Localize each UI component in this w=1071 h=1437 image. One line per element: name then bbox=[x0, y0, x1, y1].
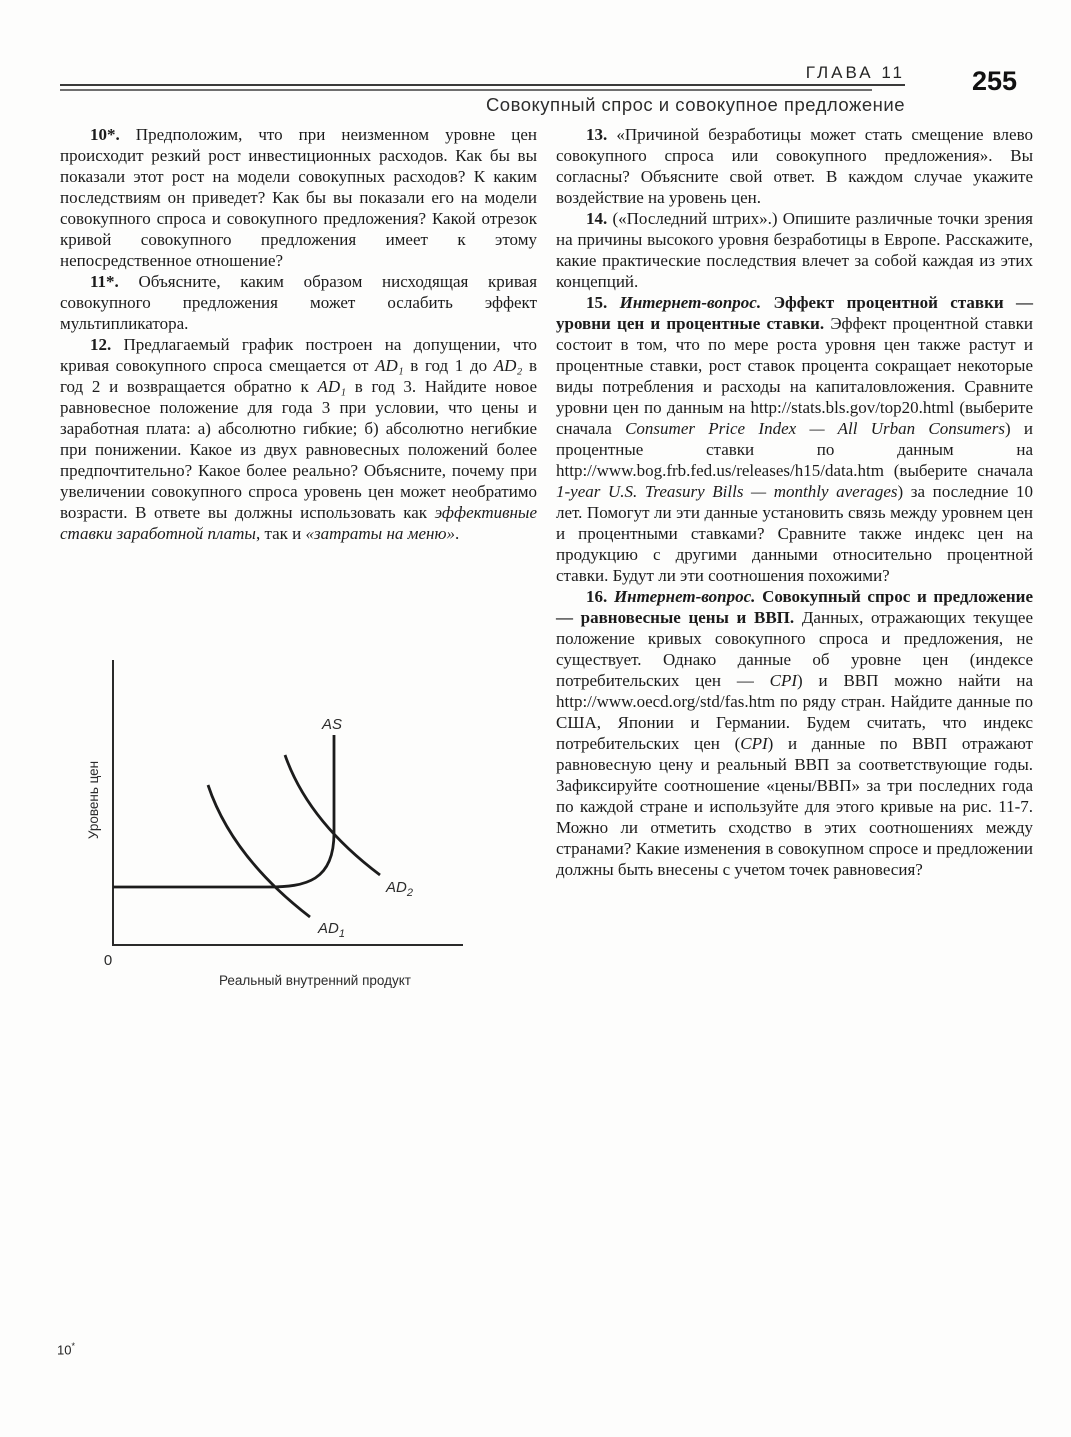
question-12 bbox=[60, 334, 537, 544]
header-rule-echo bbox=[60, 89, 872, 91]
as-curve bbox=[113, 735, 334, 887]
text-run: ) и процентные ставки по данным на http://www.bog.frb.fed.us/releases/h15/data.htm (выберите сначала bbox=[556, 419, 1034, 480]
text-run: AD₂ bbox=[493, 356, 523, 375]
as-curve-label: AS bbox=[321, 716, 343, 733]
text-run: ) за последние 10 лет. Помогут ли эти данные установить связь между уровнем цен и процентными ставками? Сравните также индекс цен на продукцию с другими данными относительно процентной ставки. Будут ли эти соотношения похожими? bbox=[556, 482, 1034, 585]
text-run: 11*. bbox=[90, 272, 139, 291]
text-run: Эффект процентной ставки состоит в том, что по мере роста уровня цен также растут и процентные ставки, рост ставок процента сокращает некоторые виды потребления и расходы на капиталовложения. Сравните уровни цен по данным на http://stats.bls.gov/top20.html (выберите сначала bbox=[556, 314, 1033, 438]
text-run: 12. bbox=[90, 335, 124, 354]
text-run: Данных, отражающих текущее положение кривых совокупного спроса и предложения, не существует. Однако данные об уровне цен (индексе потребительских цен — bbox=[556, 608, 1033, 690]
text-run: Интернет-вопрос. bbox=[619, 293, 762, 312]
text-run: «Причиной безработицы может стать смещение влево совокупного спроса или совокупного предложения». Вы согласны? Объясните свой ответ. В каждом случае укажите воздействие на уровень цен. bbox=[556, 125, 1033, 207]
question-15 bbox=[556, 292, 1033, 586]
text-run: ) и данные по ВВП отражают равновесную цену и реальный ВВП за соответствующие годы. Зафиксируйте соотношение «цены/ВВП» за три последних года по каждой стране и используйте для этого кривые на рис. 11-7. Можно ли отметить сходство в этих соотношениях между странами? Какие изменения в совокупном спросе и предложении должны быть внесены с учетом точек равновесия? bbox=[556, 734, 1033, 879]
question-13 bbox=[556, 124, 1033, 208]
text-run: эффективные ставки заработной платы bbox=[60, 503, 537, 543]
section-title: Совокупный спрос и совокупное предложение bbox=[485, 94, 905, 115]
ad2-curve-label: $AD_2$ bbox=[386, 879, 413, 899]
text-run: «затраты на меню» bbox=[305, 524, 455, 543]
text-run: CPI bbox=[740, 734, 768, 753]
text-run: 1-year U.S. Treasury Bills — monthly averages bbox=[556, 482, 898, 501]
text-run: AD₁ bbox=[317, 377, 347, 396]
text-run: 14. bbox=[586, 209, 613, 228]
question-11 bbox=[60, 271, 537, 334]
text-run: Предлагаемый график построен на допущении, что кривая совокупного спроса смещается от bbox=[60, 335, 538, 375]
as-ad-diagram bbox=[60, 655, 537, 1000]
printer-signature-number: 10 bbox=[57, 1342, 72, 1358]
text-run: Предположим, что при неизменном уровне цен происходит резкий рост инвестиционных расходов. Как бы вы показали этот рост на модели совокупных расходов? К каким последствиям он приведет? Как бы вы показали его на модели совокупного спроса и совокупного предложения? Какой отрезок кривой совокупного предложения имеет к этому непосредственное отношение? bbox=[60, 125, 538, 270]
text-run: . bbox=[454, 524, 460, 543]
page-number: 255 bbox=[972, 66, 1018, 96]
printer-signature-mark: * bbox=[71, 1341, 75, 1351]
text-run: Интернет-вопрос. bbox=[613, 587, 756, 606]
as-ad-diagram-svg bbox=[60, 655, 537, 1000]
question-10 bbox=[60, 124, 537, 271]
right-column bbox=[556, 124, 1033, 880]
text-run: 15. bbox=[586, 293, 620, 312]
text-run: ) и ВВП можно найти на http://www.oecd.org/std/fas.htm по ряду стран. Найдите данные по США, Японии и Германии. Будем считать, что индекс потребительских цен ( bbox=[556, 671, 1033, 753]
chapter-label: ГЛАВА 11 bbox=[805, 63, 905, 82]
text-run: , так и bbox=[255, 524, 306, 543]
text-run: 13. bbox=[586, 125, 617, 144]
printer-signature bbox=[57, 1341, 75, 1357]
text-run: в год 3. Найдите новое равновесное положение для года 3 при условии, что цены и заработная плата: а) абсолютно гибкие; б) абсолютно негибкие при понижении. Какое из двух равновесных положений более предпочтительно? Какое более реально? Объясните, почему при увеличении совокупного спроса уровень цен может необратимо возрасти. В ответе вы должны использовать как bbox=[60, 377, 537, 522]
text-run: в год 1 до bbox=[403, 356, 494, 375]
text-run: AD₁ bbox=[375, 356, 404, 375]
left-column bbox=[60, 124, 537, 544]
text-run: Совокупный спрос и предложение — равновесные цены и ВВП. bbox=[556, 587, 1033, 627]
question-16 bbox=[556, 586, 1033, 880]
text-run: Эффект процентной ставки — уровни цен и процентные ставки. bbox=[556, 293, 1034, 333]
y-axis-label: Уровень цен bbox=[86, 760, 101, 840]
ad1-curve bbox=[208, 785, 310, 917]
text-run: Consumer Price Index — All Urban Consumers bbox=[625, 419, 1005, 438]
text-run: в год 2 и возвращается обратно к bbox=[60, 356, 537, 396]
x-axis-label: Реальный внутренний продукт bbox=[218, 973, 412, 988]
question-14 bbox=[556, 208, 1033, 292]
origin-label: 0 bbox=[103, 952, 113, 969]
text-run bbox=[761, 293, 773, 312]
text-run: Объясните, каким образом нисходящая кривая совокупного предложения может ослабить эффект мультипликатора. bbox=[60, 272, 538, 333]
text-run: 10*. bbox=[90, 125, 136, 144]
header-rule bbox=[60, 84, 905, 86]
ad1-curve-label: $AD_1$ bbox=[318, 920, 345, 940]
text-run: 16. bbox=[586, 587, 614, 606]
text-run: CPI bbox=[769, 671, 798, 690]
ad2-curve bbox=[285, 755, 380, 875]
text-run: («Последний штрих».) Опишите различные точки зрения на причины высокого уровня безработицы в Европе. Расскажите, какие практические последствия влечет за собой каждая из этих концепций. bbox=[556, 209, 1033, 291]
